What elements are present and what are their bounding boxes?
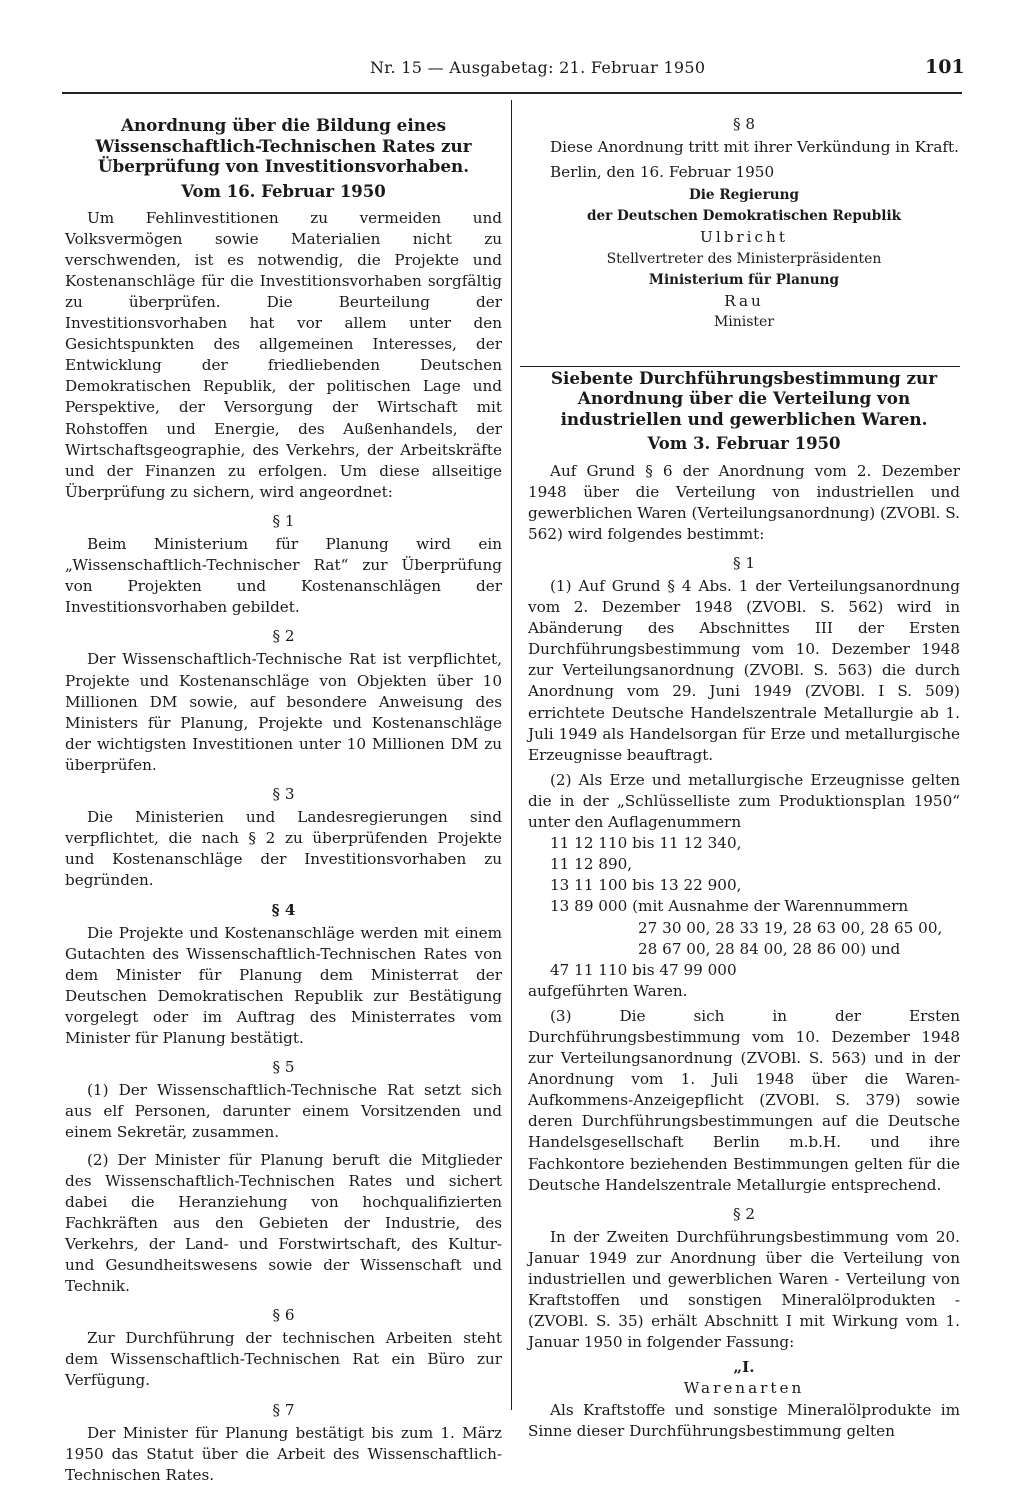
signatory-1-name: Ulbricht <box>700 228 788 247</box>
signatory-1-role: Stellvertreter des Ministerpräsidenten <box>606 250 882 267</box>
quoted-section-title: Warenarten <box>683 1379 805 1398</box>
quoted-section-number: „I. <box>733 1358 755 1377</box>
section-2-text: Der Wissenschaftlich-Technische Rat ist verpflichtet, Projekte und Kostenanschläge von Objekten über 10 Millionen DM sowie, auf besondere Anweisung des Ministers für Planung, Projekte und Kostenanschläge der wichtigsten Investitionen unter 10 Millionen DM zu überprüfen. <box>65 650 502 774</box>
place-and-date: Berlin, den 16. Februar 1950 <box>550 163 775 182</box>
issue-line: Nr. 15 — Ausgabetag: 21. Februar 1950 <box>370 58 706 77</box>
section-7-heading: § 7 <box>272 1400 295 1419</box>
section-3-heading: § 3 <box>272 785 295 804</box>
header-rule <box>62 92 962 94</box>
section-6-text: Zur Durchführung der technischen Arbeiten steht dem Wissenschaftlich-Technischen Rat ein Büro zur Verfügung. <box>65 1329 502 1390</box>
signatory-2-role: Minister <box>713 313 775 330</box>
section-6-heading: § 6 <box>272 1306 295 1325</box>
list-item: aufgeführten Waren. <box>528 981 688 1000</box>
government-line-1: Die Regierung <box>688 187 800 204</box>
section-7-text: Der Minister für Planung bestätigt bis zum 1. März 1950 das Statut über die Arbeit des Wissenschaftlich-Technischen Rates. <box>65 1423 502 1484</box>
list-item: 13 11 100 bis 13 22 900, <box>550 876 742 895</box>
page-number: 101 <box>925 56 965 78</box>
quoted-section-text: Als Kraftstoffe und sonstige Mineralölprodukte im Sinne dieser Durchführungsbestimmung gelten <box>528 1400 960 1440</box>
ordinance-section-1-para-3: (3) Die sich in der Ersten Durchführungsbestimmung vom 10. Dezember 1948 zur Verteilungsanordnung (ZVOBl. S. 563) und in der Anordnung vom 1. Juli 1948 über die Waren-Aufkommens-Anzeigepflicht (ZVOBl. S. 379) sowie deren Durchführungsbestimmungen auf die Deutsche Handelsgesellschaft Berlin m.b.H. und ihre Fachkontore beziehenden Bestimmungen gelten für die Deutsche Handelszentrale Metallurgie entsprechend. <box>528 1006 960 1194</box>
list-item: 11 12 890, <box>550 855 633 874</box>
list-item: 27 30 00, 28 33 19, 28 63 00, 28 65 00, <box>638 918 943 937</box>
section-3-text: Die Ministerien und Landesregierungen sind verpflichtet, die nach § 2 zu überprüfenden Projekte und Kostenanschläge der Investitionsvorhaben zu begründen. <box>65 808 502 890</box>
article-title-right: Siebente Durchführungsbestimmung zur Anordnung über die Verteilung von industriellen und gewerblichen Waren. <box>550 367 938 429</box>
ministry-name: Ministerium für Planung <box>648 271 840 288</box>
section-1-heading: § 1 <box>272 511 295 530</box>
article-date-left: Vom 16. Februar 1950 <box>181 181 386 201</box>
ordinance-section-1-para-2: (2) Als Erze und metallurgische Erzeugnisse gelten die in der „Schlüsselliste zum Produktionsplan 1950“ unter den Auflagenummern <box>528 770 960 832</box>
ordinance-section-2-heading: § 2 <box>732 1204 756 1223</box>
section-5-heading: § 5 <box>272 1058 295 1077</box>
section-5-para-1: (1) Der Wissenschaftlich-Technische Rat setzt sich aus elf Personen, darunter einem Vorsitzenden und einem Sekretär, zusammen. <box>65 1081 502 1142</box>
left-column <box>65 110 502 1486</box>
section-4-heading: § 4 <box>271 900 296 919</box>
list-item: 13 89 000 (mit Ausnahme der Warennummern <box>550 897 909 916</box>
section-4-text: Die Projekte und Kostenanschläge werden mit einem Gutachten des Wissenschaftlich-Technischen Rates von dem Minister für Planung dem Ministerrat der Deutschen Demokratischen Republik zur Bestätigung vorgelegt oder im Auftrag des Ministerrates vom Minister für Planung bestätigt. <box>65 923 502 1048</box>
ordinance-section-1-para-1: (1) Auf Grund § 4 Abs. 1 der Verteilungsanordnung vom 2. Dezember 1948 (ZVOBl. S. 562) wird in Abänderung des Abschnittes III der Ersten Durchführungsbestimmung vom 10. Dezember 1948 zur Verteilungsanordnung (ZVOBl. S. 563) die durch Anordnung vom 29. Juni 1949 (ZVOBl. I S. 509) errichtete Deutsche Handelszentrale Metallurgie ab 1. Juli 1949 als Handelsorgan für Erze und metallurgische Erzeugnisse beauftragt. <box>528 577 960 764</box>
article-intro-right: Auf Grund § 6 der Anordnung vom 2. Dezember 1948 über die Verteilung von industriellen und gewerblichen Waren (Verteilungsanordnung) (ZVOBl. S. 562) wird folgendes bestimmt: <box>528 461 960 543</box>
list-item: 28 67 00, 28 84 00, 28 86 00) und <box>638 939 901 958</box>
ordinance-section-1-heading: § 1 <box>732 553 756 572</box>
section-1-text: Beim Ministerium für Planung wird ein „Wissenschaftlich-Technischer Rat“ zur Überprüfung von Projekten und Kostenanschlägen der Investitionsvorhaben gebildet. <box>65 535 502 617</box>
column-divider <box>511 100 512 1410</box>
preamble: Um Fehlinvestitionen zu vermeiden und Volksvermögen sowie Materialien nicht zu verschwenden, ist es notwendig, die Projekte und Kostenanschläge für die Investitionsvorhaben sorgfältig zu überprüfen. Die Beurteilung der Investitionsvorhaben hat vor allem unter den Gesichtspunkten des allgemeinen Interesses, der Entwicklung der friedliebenden Deutschen Demokratischen Republik, der politischen Lage und Perspektive, der Versorgung der Wirtschaft mit Rohstoffen und Energie, des Außenhandels, der Wirtschaftsgeographie, des Verkehrs, der Arbeitskräfte und der Finanzen zu erfolgen. Um diese allseitige Überprüfung zu sichern, wird angeordnet: <box>65 208 502 501</box>
article-title-left: Anordnung über die Bildung eines Wissenschaftlich-Technischen Rates zur Überprüfung von Investitionsvorhaben. <box>95 115 472 176</box>
article-date-right: Vom 3. Februar 1950 <box>647 434 841 454</box>
page-header <box>0 56 1024 86</box>
right-column <box>528 110 960 1442</box>
section-2-heading: § 2 <box>272 627 295 646</box>
list-item: 11 12 110 bis 11 12 340, <box>550 834 742 853</box>
section-8-text: Diese Anordnung tritt mit ihrer Verkündung in Kraft. <box>550 138 959 157</box>
government-line-2: der Deutschen Demokratischen Republik <box>586 208 902 225</box>
signatory-2-name: Rau <box>724 291 764 310</box>
item-number-list <box>528 833 960 1002</box>
list-item: 47 11 110 bis 47 99 000 <box>550 960 737 979</box>
section-8-heading: § 8 <box>732 115 756 133</box>
section-5-para-2: (2) Der Minister für Planung beruft die Mitglieder des Wissenschaftlich-Technischen Rates und sichert dabei die Heranziehung von hochqualifizierten Fachkräften aus den Gebieten der Industrie, des Verkehrs, der Land- und Forstwirtschaft, des Kultur- und Gesundheitswesens sowie der Wissenschaft und Technik. <box>65 1150 502 1296</box>
ordinance-section-2-text: In der Zweiten Durchführungsbestimmung vom 20. Januar 1949 zur Anordnung über die Verteilung von industriellen und gewerblichen Waren - Verteilung von Kraftstoffen und sonstigen Mineralölprodukten - (ZVOBl. S. 35) erhält Abschnitt I mit Wirkung vom 1. Januar 1950 in folgender Fassung: <box>528 1227 960 1352</box>
